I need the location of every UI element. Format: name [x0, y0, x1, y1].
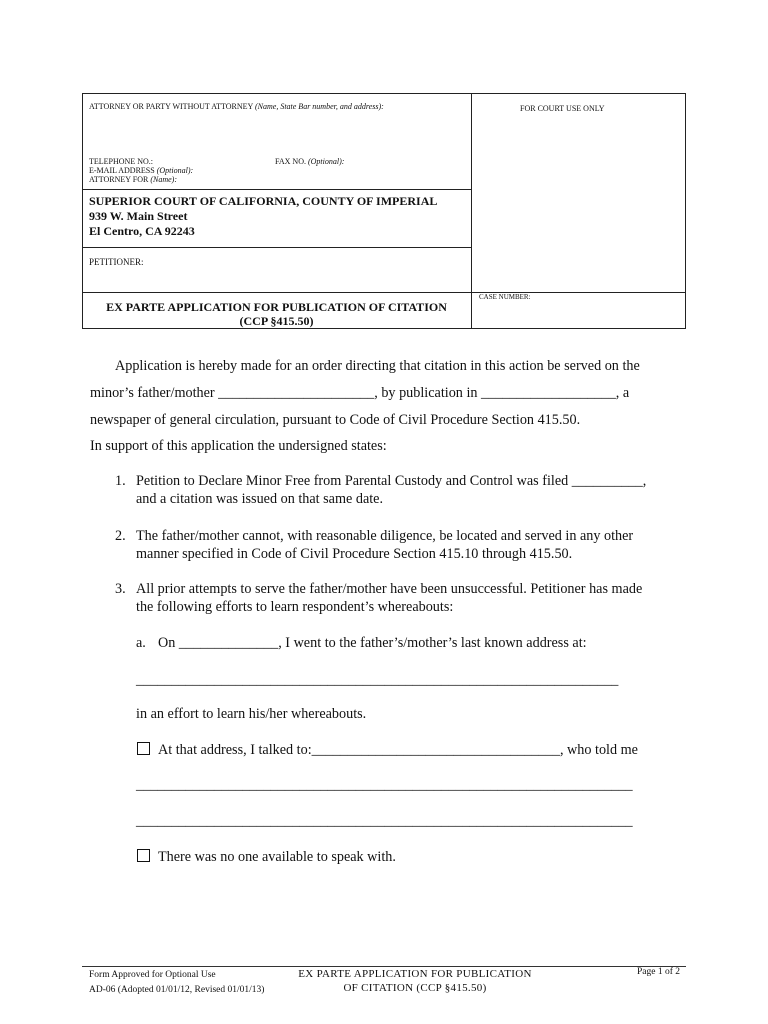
item-2-number: 2.: [115, 528, 126, 544]
court-name: SUPERIOR COURT OF CALIFORNIA, COUNTY OF IMPERIAL: [89, 194, 438, 208]
caption-divider-court: [82, 189, 471, 190]
attorney-label: [89, 102, 384, 111]
fax-label: [275, 157, 344, 166]
form-title-line2: (CCP §415.50): [239, 314, 314, 328]
blank-line-3[interactable]: ______________________________________________________________________: [136, 813, 633, 829]
intro-line-2: minor’s father/mother ______________________, by publication in ___________________, a: [90, 385, 630, 401]
fax-label-text: FAX NO.: [275, 157, 306, 166]
talked-to-text: At that address, I talked to:___________________________________, who told me: [158, 742, 638, 758]
footer-title-line2: OF CITATION (CCP §415.50): [343, 982, 487, 994]
email-label: [89, 166, 193, 175]
no-one-available-checkbox[interactable]: [137, 849, 150, 862]
footer-form-id: AD-06 (Adopted 01/01/12, Revised 01/01/13): [89, 985, 265, 995]
footer-page: Page 1 of 2: [636, 967, 680, 977]
item-3-number: 3.: [115, 581, 126, 597]
attorney-for-label-text: ATTORNEY FOR: [89, 175, 149, 184]
item-2-line-1: The father/mother cannot, with reasonable diligence, be located and served in any other: [136, 528, 634, 544]
effort-text: in an effort to learn his/her whereabouts.: [136, 706, 367, 722]
item-3-line-2: the following efforts to learn respondent’s whereabouts:: [136, 599, 454, 615]
caption-divider-title: [82, 292, 686, 293]
attorney-label-text: ATTORNEY OR PARTY WITHOUT ATTORNEY: [89, 102, 253, 111]
fax-label-note: (Optional):: [307, 157, 345, 166]
sub-a-label: a.: [136, 635, 146, 651]
telephone-label: TELEPHONE NO.:: [89, 157, 153, 166]
footer-title-line1: EX PARTE APPLICATION FOR PUBLICATION: [298, 968, 532, 980]
footer-approval: Form Approved for Optional Use: [89, 970, 216, 980]
talked-to-checkbox[interactable]: [137, 742, 150, 755]
form-title: [82, 300, 471, 328]
item-1-line-1: Petition to Declare Minor Free from Parental Custody and Control was filed __________,: [136, 473, 647, 489]
form-title-line1: EX PARTE APPLICATION FOR PUBLICATION OF CITATION: [106, 300, 447, 314]
caption-divider-petitioner: [82, 247, 471, 248]
item-3-line-1: All prior attempts to serve the father/mother have been unsuccessful. Petitioner has made: [136, 581, 643, 597]
item-1-line-2: and a citation was issued on that same date.: [136, 491, 384, 507]
attorney-for-label: [89, 175, 177, 184]
support-line: In support of this application the undersigned states:: [90, 438, 387, 454]
item-1-number: 1.: [115, 473, 126, 489]
attorney-label-note: (Name, State Bar number, and address):: [254, 102, 384, 111]
intro-line-3: newspaper of general circulation, pursuant to Code of Civil Procedure Section 415.50.: [90, 412, 581, 428]
footer-title: [290, 967, 540, 995]
email-label-text: E-MAIL ADDRESS: [89, 166, 155, 175]
court-street: 939 W. Main Street: [89, 209, 188, 223]
petitioner-label: PETITIONER:: [89, 257, 144, 267]
intro-line-1: Application is hereby made for an order directing that citation in this action be served on the: [115, 358, 640, 374]
email-label-note: (Optional):: [156, 166, 194, 175]
blank-line-2[interactable]: ______________________________________________________________________: [136, 777, 633, 793]
sub-a-text: On ______________, I went to the father’s/mother’s last known address at:: [158, 635, 587, 651]
item-2-line-2: manner specified in Code of Civil Procedure Section 415.10 through 415.50.: [136, 546, 573, 562]
no-one-available-text: There was no one available to speak with.: [158, 849, 396, 865]
case-number-label: CASE NUMBER:: [479, 293, 531, 301]
attorney-for-label-note: (Name):: [150, 175, 177, 184]
address-blank[interactable]: ____________________________________________________________________: [136, 672, 619, 688]
caption-divider-vertical: [471, 93, 472, 329]
court-use-label: FOR COURT USE ONLY: [520, 104, 605, 113]
court-city: El Centro, CA 92243: [89, 224, 195, 238]
